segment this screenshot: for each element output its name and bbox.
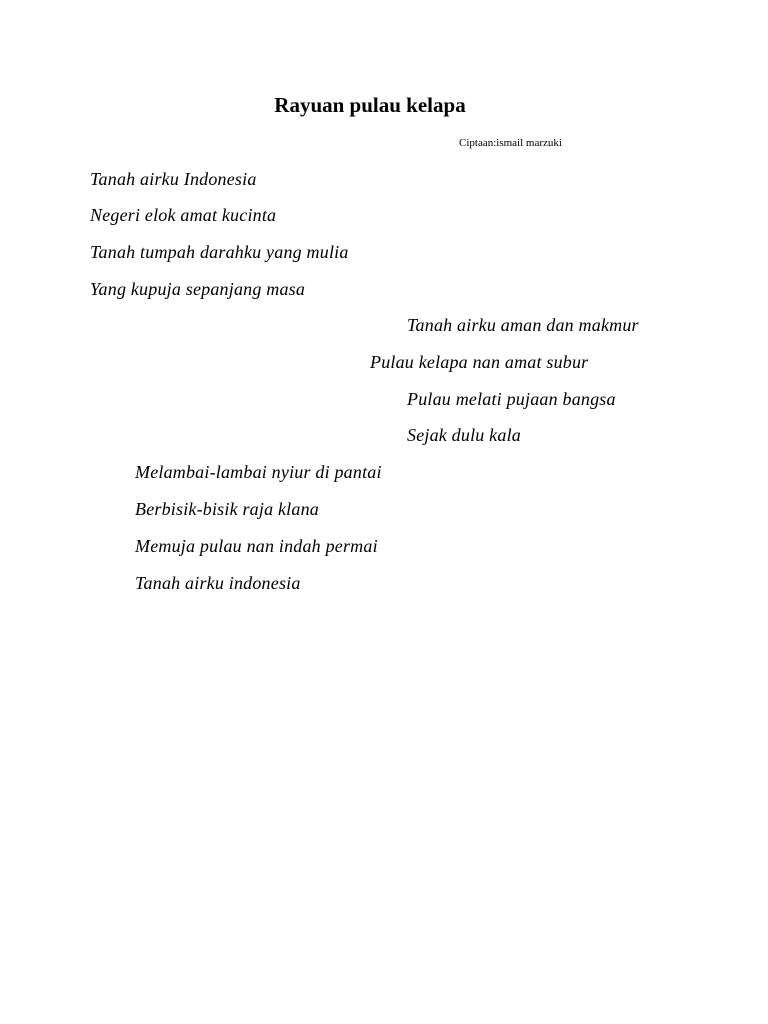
- poem-line: Yang kupuja sepanjang masa: [90, 279, 306, 299]
- poem-title: Rayuan pulau kelapa: [274, 93, 466, 117]
- poem-line: Memuja pulau nan indah permai: [135, 536, 378, 556]
- poem-line: Tanah tumpah darahku yang mulia: [90, 242, 349, 262]
- poem-line: Pulau kelapa nan amat subur: [370, 352, 589, 372]
- poem-line: Tanah airku aman dan makmur: [407, 315, 639, 335]
- poem-line: Pulau melati pujaan bangsa: [407, 389, 616, 409]
- poem-line: Sejak dulu kala: [407, 425, 521, 445]
- poem-line: Berbisik-bisik raja klana: [135, 499, 319, 519]
- poem-line: Tanah airku Indonesia: [90, 169, 257, 189]
- poem-line: Tanah airku indonesia: [135, 573, 301, 593]
- poem-line: Melambai-lambai nyiur di pantai: [135, 462, 382, 482]
- composer-credit: Ciptaan:ismail marzuki: [459, 137, 562, 149]
- poem-line: Negeri elok amat kucinta: [90, 205, 277, 225]
